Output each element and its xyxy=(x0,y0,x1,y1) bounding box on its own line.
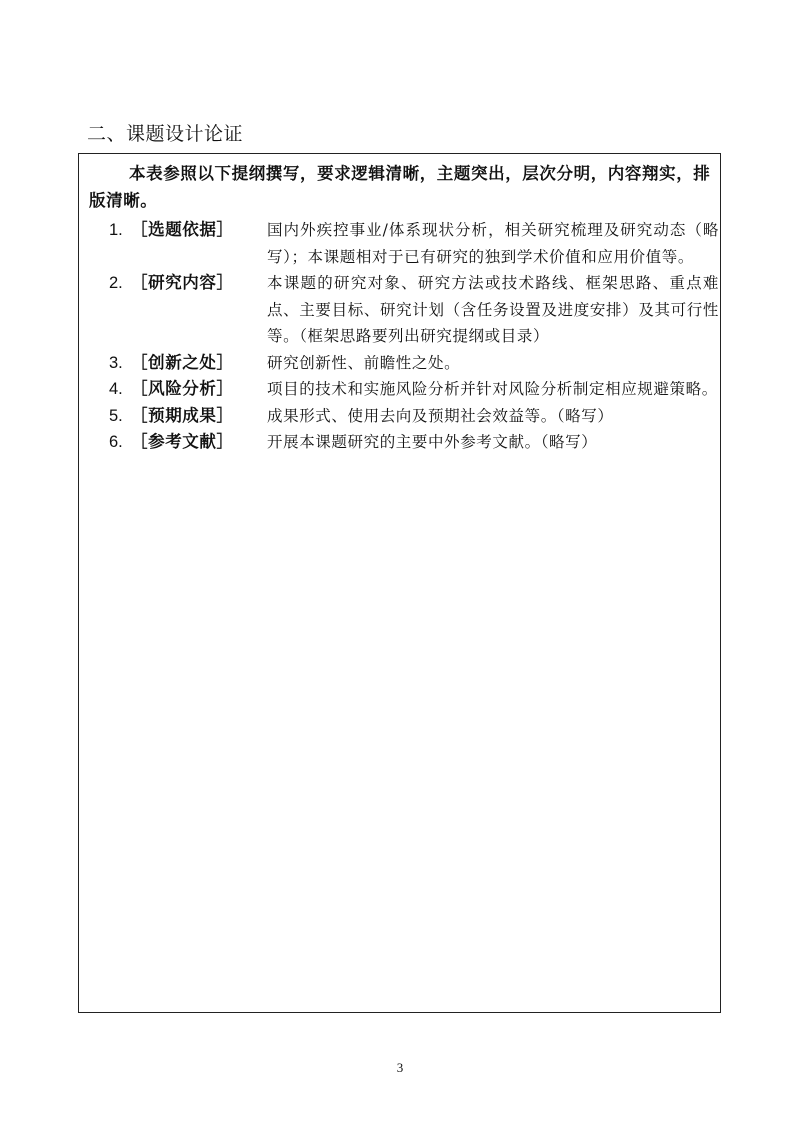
item-number: 4. xyxy=(109,380,123,398)
item-description: 项目的技术和实施风险分析并针对风险分析制定相应规避策略。 xyxy=(267,380,718,398)
outline-item-innovation xyxy=(109,350,717,377)
item-label: ［风险分析］ xyxy=(131,379,234,398)
item-number: 2. xyxy=(109,274,123,292)
item-label: ［预期成果］ xyxy=(131,405,234,425)
item-label: ［研究内容］ xyxy=(131,273,234,292)
outline-item-research-content xyxy=(109,270,717,350)
item-description: 开展本课题研究的主要中外参考文献。（略写） xyxy=(267,433,598,451)
item-number: 1. xyxy=(109,221,123,239)
section-title: 二、课题设计论证 xyxy=(87,123,244,145)
outline-item-references xyxy=(109,429,717,456)
item-label: ［创新之处］ xyxy=(131,352,234,372)
item-number: 5. xyxy=(109,406,123,425)
outline-item-risk-analysis xyxy=(109,376,717,403)
item-description: 研究创新性、前瞻性之处。 xyxy=(267,353,461,372)
item-description: 成果形式、使用去向及预期社会效益等。（略写） xyxy=(267,406,614,425)
outline-item-topic-basis xyxy=(109,217,717,270)
item-description: 国内外疾控事业/体系现状分析，相关研究梳理及研究动态（略写）；本课题相对于已有研究的独到学术价值和应用价值等。 xyxy=(267,221,719,266)
item-number: 3. xyxy=(109,353,123,372)
page-number: 3 xyxy=(396,1060,404,1075)
instructions-text: 本表参照以下提纲撰写，要求逻辑清晰，主题突出，层次分明，内容翔实，排版清晰。 xyxy=(89,164,711,210)
outline-item-expected-results xyxy=(109,403,717,430)
design-argument-box xyxy=(78,153,721,1013)
item-number: 6. xyxy=(109,433,123,451)
item-label: ［选题依据］ xyxy=(131,220,234,239)
outline-list xyxy=(109,217,717,456)
item-label: ［参考文献］ xyxy=(131,432,234,451)
item-description: 本课题的研究对象、研究方法或技术路线、框架思路、重点难点、主要目标、研究计划（含任务设置及进度安排）及其可行性等。（框架思路要列出研究提纲或目录） xyxy=(267,274,719,345)
